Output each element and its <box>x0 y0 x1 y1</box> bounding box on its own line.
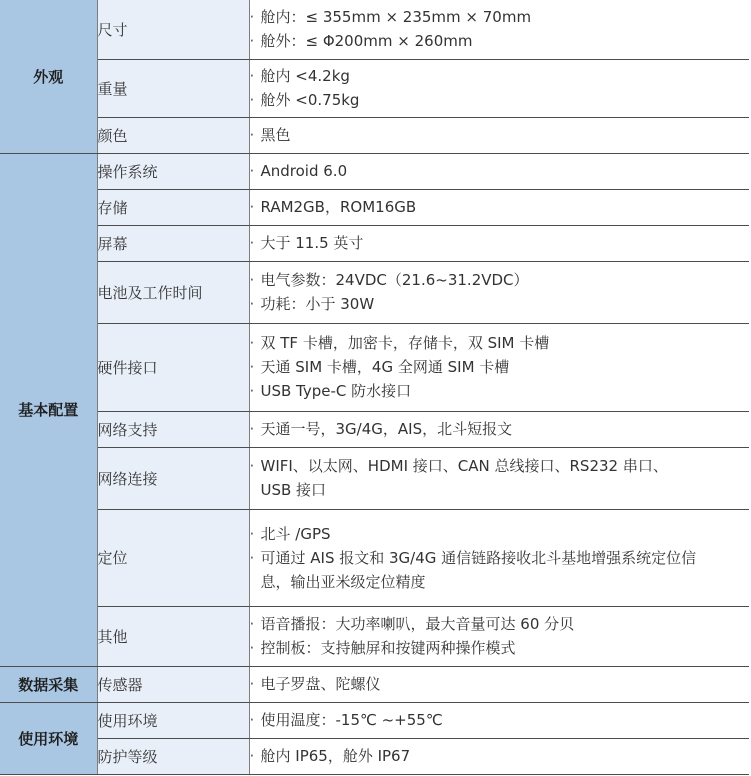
row-label: 电池及工作时间 <box>97 261 249 323</box>
row-value <box>249 0 749 59</box>
value-line: · 电气参数：24VDC（21.6~31.2VDC） <box>250 268 750 292</box>
row-value <box>249 189 749 225</box>
row-value <box>249 411 749 447</box>
value-line: · Android 6.0 <box>250 159 750 183</box>
value-line: · 功耗：小于 30W <box>250 292 750 316</box>
row-label: 重量 <box>97 59 249 117</box>
table-row <box>0 447 749 509</box>
row-label: 尺寸 <box>97 0 249 59</box>
row-value <box>249 666 749 702</box>
table-row <box>0 738 749 774</box>
table-row <box>0 323 749 411</box>
value-line: · 天通 SIM 卡槽，4G 全网通 SIM 卡槽 <box>250 355 750 379</box>
table-row <box>0 666 749 702</box>
table-row <box>0 117 749 153</box>
value-line: · 语音播报：大功率喇叭，最大音量可达 60 分贝 <box>250 612 750 636</box>
row-value <box>249 447 749 509</box>
category-appearance: 外观 <box>0 0 97 153</box>
row-label: 操作系统 <box>97 153 249 189</box>
row-value <box>249 509 749 606</box>
table-row <box>0 225 749 261</box>
table-row <box>0 261 749 323</box>
value-line: · 使用温度：-15℃ ~+55℃ <box>250 708 750 732</box>
row-label: 网络连接 <box>97 447 249 509</box>
row-label: 存储 <box>97 189 249 225</box>
table-row <box>0 189 749 225</box>
value-line: · 舱外：≤ Φ200mm × 260mm <box>250 29 750 53</box>
value-line: · 可通过 AIS 报文和 3G/4G 通信链路接收北斗基地增强系统定位信 <box>250 546 750 570</box>
category-data: 数据采集 <box>0 666 97 702</box>
value-line-continuation: USB 接口 <box>260 481 327 499</box>
row-label: 屏幕 <box>97 225 249 261</box>
value-line: · 舱外 <0.75kg <box>250 88 750 112</box>
row-label: 网络支持 <box>97 411 249 447</box>
table-row <box>0 702 749 738</box>
category-basic: 基本配置 <box>0 153 97 666</box>
row-label: 定位 <box>97 509 249 606</box>
value-line: · 天通一号，3G/4G，AIS，北斗短报文 <box>250 417 750 441</box>
value-line: · RAM2GB，ROM16GB <box>250 195 750 219</box>
row-value <box>249 225 749 261</box>
row-label: 其他 <box>97 606 249 666</box>
row-label: 防护等级 <box>97 738 249 774</box>
row-value <box>249 117 749 153</box>
category-env: 使用环境 <box>0 702 97 774</box>
row-label: 颜色 <box>97 117 249 153</box>
table-row <box>0 509 749 606</box>
value-line: · 大于 11.5 英寸 <box>250 231 750 255</box>
table-row <box>0 411 749 447</box>
value-line: · 舱内 IP65，舱外 IP67 <box>250 744 750 768</box>
value-line: · 电子罗盘、陀螺仪 <box>250 672 750 696</box>
row-value <box>249 59 749 117</box>
row-label: 硬件接口 <box>97 323 249 411</box>
value-line: · 双 TF 卡槽，加密卡，存储卡，双 SIM 卡槽 <box>250 331 750 355</box>
row-value <box>249 153 749 189</box>
value-line: · WIFI、以太网、HDMI 接口、CAN 总线接口、RS232 串口、 <box>250 454 750 478</box>
row-value <box>249 606 749 666</box>
table-row <box>0 0 749 59</box>
table-row <box>0 59 749 117</box>
row-label: 使用环境 <box>97 702 249 738</box>
row-label: 传感器 <box>97 666 249 702</box>
value-line-continuation: 息，输出亚米级定位精度 <box>260 572 426 591</box>
value-line: · 北斗 /GPS <box>250 522 750 546</box>
row-value <box>249 261 749 323</box>
value-line: · 黑色 <box>250 123 750 147</box>
value-line: · 舱内：≤ 355mm × 235mm × 70mm <box>250 5 750 29</box>
row-value <box>249 738 749 774</box>
table-row <box>0 153 749 189</box>
table-row <box>0 606 749 666</box>
row-value <box>249 702 749 738</box>
value-line: · 舱内 <4.2kg <box>250 64 750 88</box>
value-line: · 控制板：支持触屏和按键两种操作模式 <box>250 636 750 660</box>
value-line: · USB Type-C 防水接口 <box>250 379 750 403</box>
row-value <box>249 323 749 411</box>
